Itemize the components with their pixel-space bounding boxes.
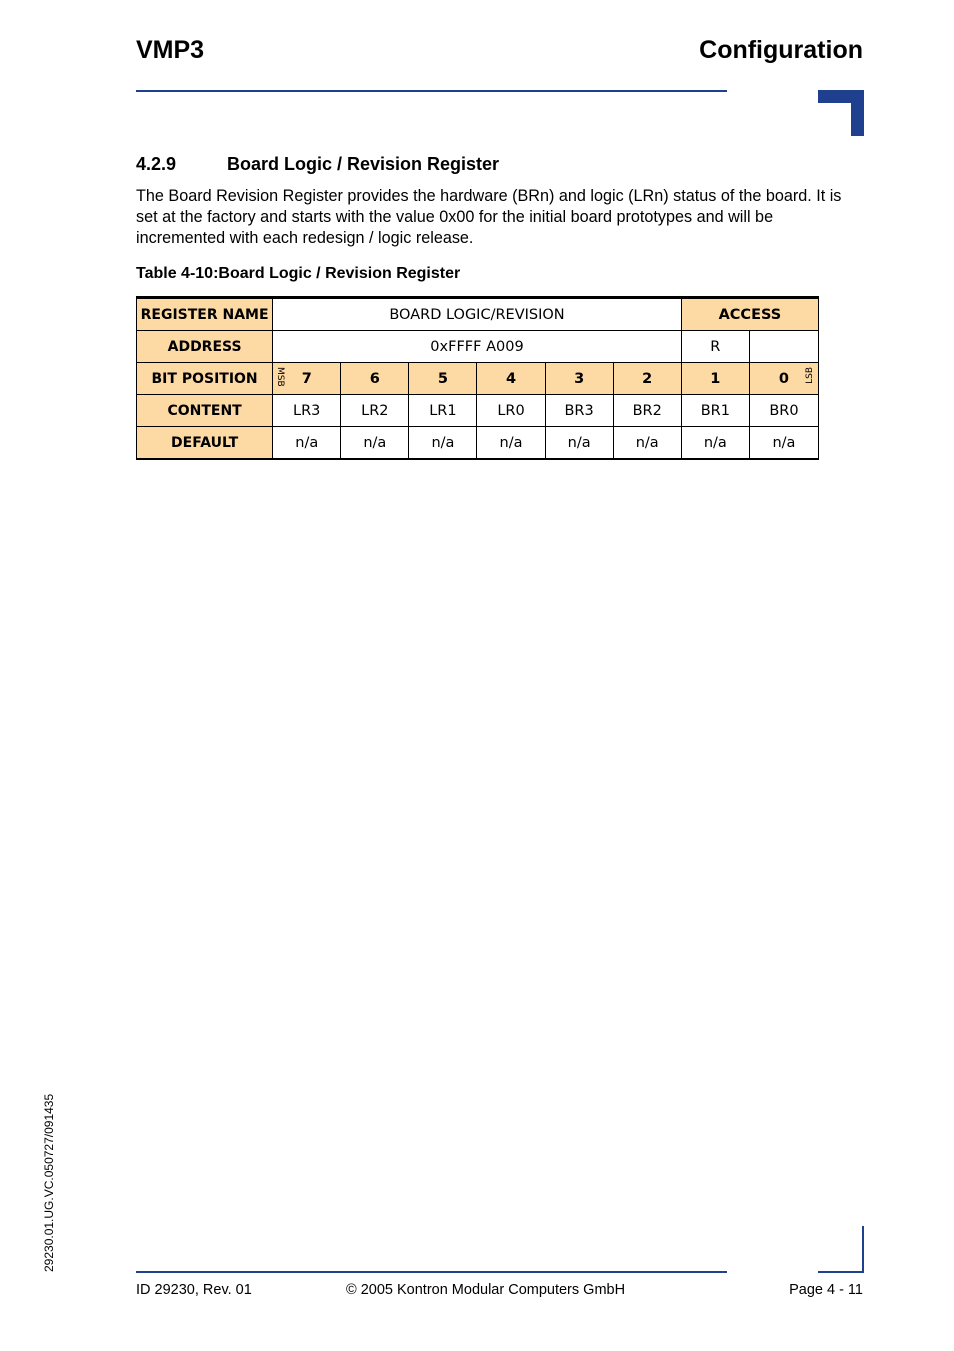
table-row [137, 427, 819, 460]
access-value: R [681, 331, 749, 363]
table-row [137, 298, 819, 331]
footer-corner-mark [818, 1226, 864, 1273]
table-row [137, 331, 819, 363]
table-row [137, 395, 819, 427]
header-rule [136, 90, 727, 92]
footer-rule [136, 1271, 727, 1273]
default-cell: n/a [613, 427, 681, 460]
document-side-id: 29230.01.UG.VC.050727/091435 [42, 1093, 56, 1272]
footer-copyright: © 2005 Kontron Modular Computers GmbH [346, 1282, 626, 1298]
bit-cell: MSB 7 [273, 363, 341, 395]
register-table [136, 296, 819, 460]
access-empty-cell [749, 331, 818, 363]
label-bit-position: BIT POSITION [137, 363, 273, 395]
default-cell: n/a [749, 427, 818, 460]
default-cell: n/a [681, 427, 749, 460]
label-access: ACCESS [681, 298, 818, 331]
label-address: ADDRESS [137, 331, 273, 363]
table-row [137, 363, 819, 395]
content-cell: LR1 [409, 395, 477, 427]
content-cell: LR2 [341, 395, 409, 427]
section-paragraph: The Board Revision Register provides the hardware (BRn) and logic (LRn) status of the board. It is set at the factory and starts with the value 0x00 for the initial board prototypes and will be incremented with each redesign / logic release. [136, 187, 842, 247]
table-caption: Table 4-10:Board Logic / Revision Register [136, 265, 461, 282]
section-title: Board Logic / Revision Register [227, 154, 500, 174]
footer-doc-id: ID 29230, Rev. 01 [136, 1282, 252, 1298]
label-default: DEFAULT [137, 427, 273, 460]
content-cell: BR2 [613, 395, 681, 427]
default-cell: n/a [273, 427, 341, 460]
content-cell: BR3 [545, 395, 613, 427]
bit-cell: 3 [545, 363, 613, 395]
lsb-marker: LSB [805, 367, 815, 384]
label-content: CONTENT [137, 395, 273, 427]
section-number: 4.2.9 [136, 154, 177, 174]
bit-cell: 5 [409, 363, 477, 395]
register-name-value: BOARD LOGIC/REVISION [273, 298, 682, 331]
bit-cell: 2 [613, 363, 681, 395]
bit-cell: 0 LSB [749, 363, 818, 395]
default-cell: n/a [341, 427, 409, 460]
content-cell: LR3 [273, 395, 341, 427]
content-cell: BR0 [749, 395, 818, 427]
bit-cell: 4 [477, 363, 545, 395]
content-cell: LR0 [477, 395, 545, 427]
content-cell: BR1 [681, 395, 749, 427]
footer-page-number: Page 4 - 11 [789, 1282, 863, 1298]
label-register-name: REGISTER NAME [137, 298, 273, 331]
default-cell: n/a [477, 427, 545, 460]
header-chapter: Configuration [699, 36, 863, 64]
address-value: 0xFFFF A009 [273, 331, 682, 363]
header-product: VMP3 [136, 36, 205, 64]
msb-marker: MSB [275, 367, 286, 387]
default-cell: n/a [409, 427, 477, 460]
default-cell: n/a [545, 427, 613, 460]
header-corner-mark [818, 90, 864, 136]
bit-cell: 1 [681, 363, 749, 395]
bit-cell: 6 [341, 363, 409, 395]
